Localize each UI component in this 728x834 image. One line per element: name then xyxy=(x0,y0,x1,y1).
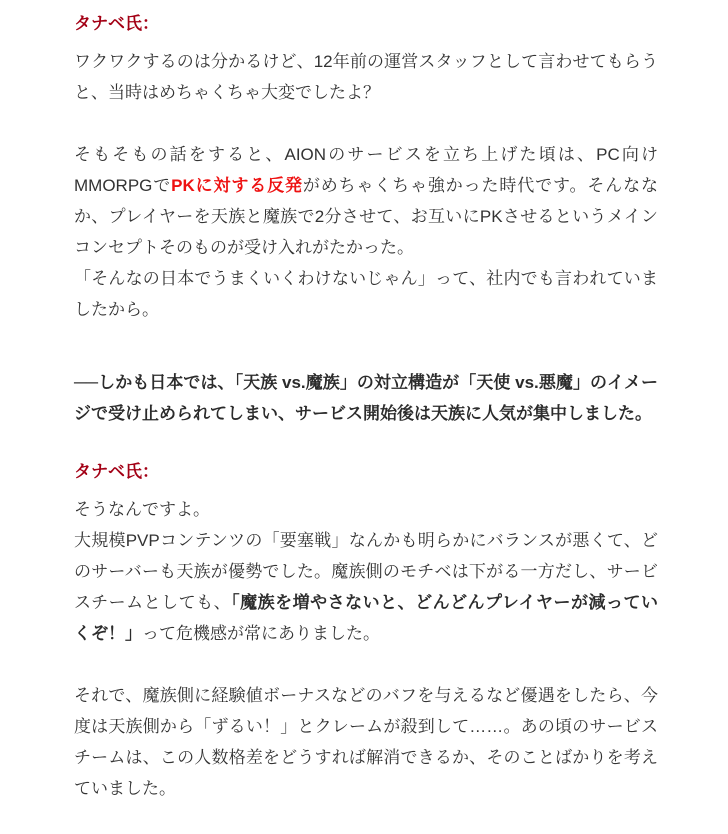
body-text: 大規模PVPコンテンツの「要塞戦」なんかも明らかにバランスが悪くて、どのサーバーも天族が優勢でした。魔族側のモチベは下がる一方だし、サービスチームとしても、 xyxy=(74,531,658,612)
speaker-heading: タナベ氏： xyxy=(74,462,159,481)
body-text: ──しかも日本では、「天族 vs.魔族」の対立構造が「天使 vs.悪魔」のイメージで受け止められてしまい、サービス開始後は天族に人気が集中しました。 xyxy=(74,373,658,423)
body-text: そうなんですよ。 xyxy=(74,500,210,519)
body-text: そもそもの話をすると、AIONのサービスを立ち上げた頃は、PC向けMMORPGで xyxy=(74,145,658,195)
interviewer-paragraph xyxy=(74,367,658,429)
speech-paragraph xyxy=(74,494,658,649)
speech-paragraph xyxy=(74,680,658,804)
emphasis-text: 「魔族を増やさないと、どんどんプレイヤーが減っていくぞ！」 xyxy=(74,593,658,643)
body-text: それで、魔族側に経験値ボーナスなどのバフを与えるなど優遇をしたら、今度は天族側から「ずるい！」とクレームが殺到して……。あの頃のサービスチームは、この人数格差をどうすれば解消できるか、そのことばかりを考えていました。 xyxy=(74,686,658,798)
body-text: って危機感が常にありました。 xyxy=(142,624,380,643)
speech-paragraph xyxy=(74,139,658,325)
highlighted-text: PKに対する反発 xyxy=(171,176,303,195)
speaker-heading: タナベ氏： xyxy=(74,14,159,33)
body-text: がめちゃくちゃ強かった時代です。そんななか、プレイヤーを天族と魔族で2分させて、お互いにPKさせるというメインコンセプトそのものが受け入れがたかった。 xyxy=(74,176,658,257)
body-text: 「そんなの日本でうまくいくわけないじゃん」って、社内でも言われていましたから。 xyxy=(74,269,658,319)
speech-paragraph xyxy=(74,46,658,108)
body-text: ワクワクするのは分かるけど、12年前の運営スタッフとして言わせてもらうと、当時はめちゃくちゃ大変でしたよ？ xyxy=(74,52,658,102)
